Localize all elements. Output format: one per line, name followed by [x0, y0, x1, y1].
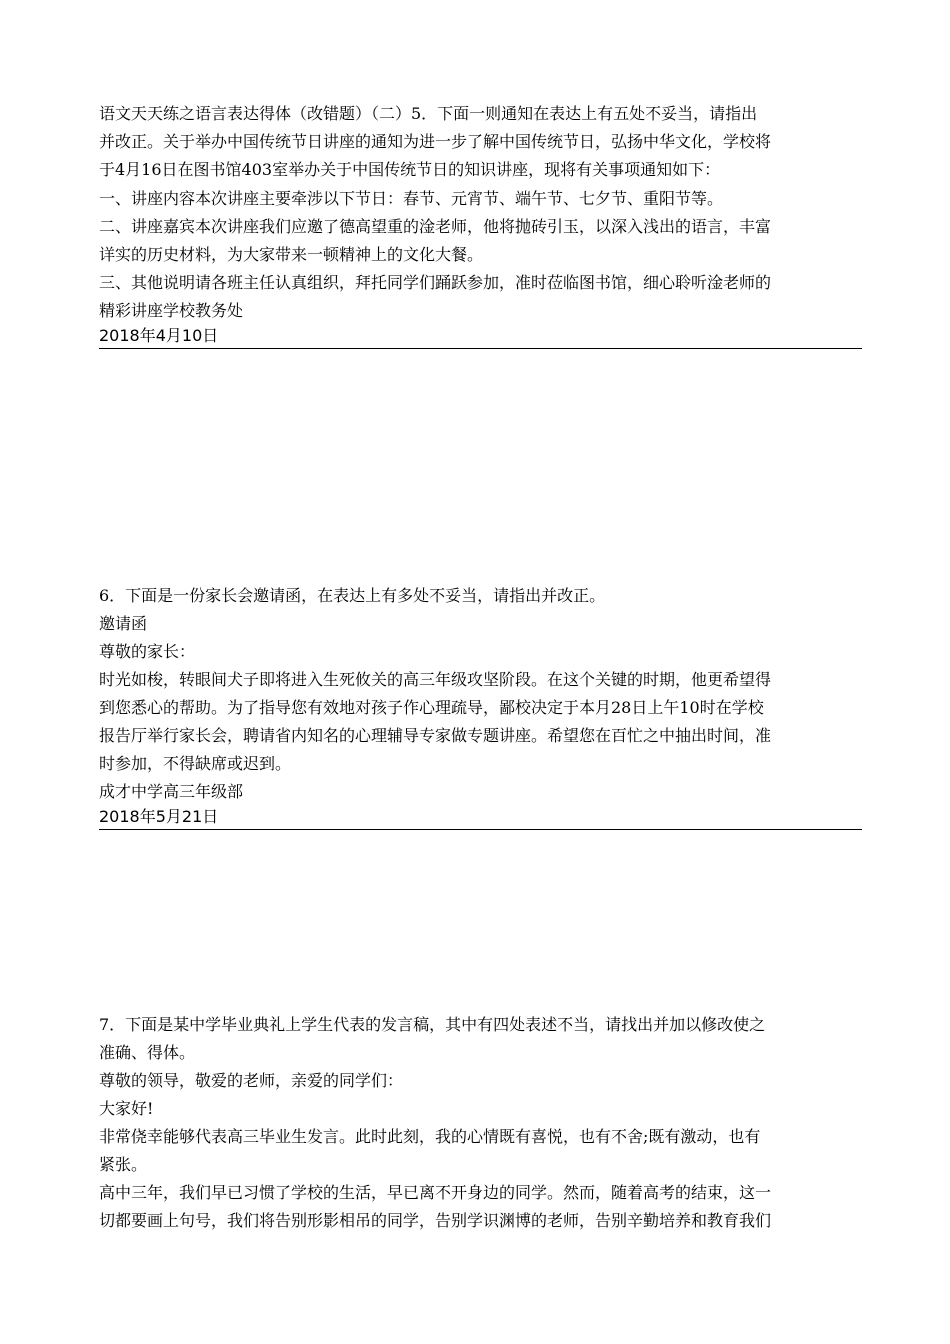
q7-line-8: 切都要画上句号，我们将告别形影相吊的同学，告别学识渊博的老师，告别辛勤培养和教育我们: [99, 1211, 772, 1230]
q6-line-4: 时光如梭，转眼间犬子即将进入生死攸关的高三年级攻坚阶段。在这个关键的时期，他更希望得: [99, 670, 772, 689]
q5-date: 2018年4月10日: [99, 326, 219, 345]
q5-line-4: 一、讲座内容本次讲座主要牵涉以下节日：春节、元宵节、端午节、七夕节、重阳节等。: [99, 189, 724, 208]
q7-line-7: 高中三年，我们早已习惯了学校的生活，早已离不开身边的同学。然而，随着高考的结束，这一: [99, 1183, 772, 1202]
q5-line-2: 并改正。关于举办中国传统节日讲座的通知为进一步了解中国传统节日，弘扬中华文化，学校将: [99, 132, 772, 151]
q7-line-6: 紧张。: [99, 1155, 148, 1174]
q7-line-2: 准确、得体。: [99, 1043, 196, 1062]
q5-line-8: 精彩讲座学校教务处: [99, 301, 244, 320]
q5-line-5: 二、讲座嘉宾本次讲座我们应邀了德高望重的淦老师，他将抛砖引玉，以深入浅出的语言，丰富: [99, 217, 772, 236]
q6-line-7: 时参加，不得缺席或迟到。: [99, 754, 292, 773]
q6-line-2: 邀请函: [99, 614, 148, 633]
q6-line-3: 尊敬的家长：: [99, 642, 196, 661]
q6-date: 2018年5月21日: [99, 807, 219, 826]
q6-line-5: 到您悉心的帮助。为了指导您有效地对孩子作心理疏导，鄙校决定于本月28日上午10时在学校: [99, 698, 764, 717]
section-divider: [99, 829, 862, 830]
q5-line-7: 三、其他说明请各班主任认真组织，拜托同学们踊跃参加，准时莅临图书馆，细心聆听淦老师的: [99, 273, 772, 292]
q6-line-8: 成才中学高三年级部: [99, 782, 244, 801]
q7-line-1: 7．下面是某中学毕业典礼上学生代表的发言稿，其中有四处表述不当，请找出并加以修改使之: [99, 1015, 766, 1034]
q6-line-6: 报告厅举行家长会，聘请省内知名的心理辅导专家做专题讲座。希望您在百忙之中抽出时间，准: [99, 726, 772, 745]
q5-line-6: 详实的历史材料，为大家带来一顿精神上的文化大餐。: [99, 245, 484, 264]
q5-line-3: 于4月16日在图书馆403室举办关于中国传统节日的知识讲座，现将有关事项通知如下：: [99, 160, 721, 179]
section-divider: [99, 348, 862, 349]
q7-line-5: 非常侥幸能够代表高三毕业生发言。此时此刻，我的心情既有喜悦，也有不舍;既有激动，也有: [99, 1127, 761, 1146]
q5-line-1: 语文天天练之语言表达得体（改错题）（二）5．下面一则通知在表达上有五处不妥当，请指出: [99, 104, 758, 123]
q7-line-3: 尊敬的领导，敬爱的老师，亲爱的同学们：: [99, 1071, 404, 1090]
q6-line-1: 6．下面是一份家长会邀请函，在表达上有多处不妥当，请指出并改正。: [99, 586, 606, 605]
q7-line-4: 大家好!: [99, 1099, 154, 1118]
